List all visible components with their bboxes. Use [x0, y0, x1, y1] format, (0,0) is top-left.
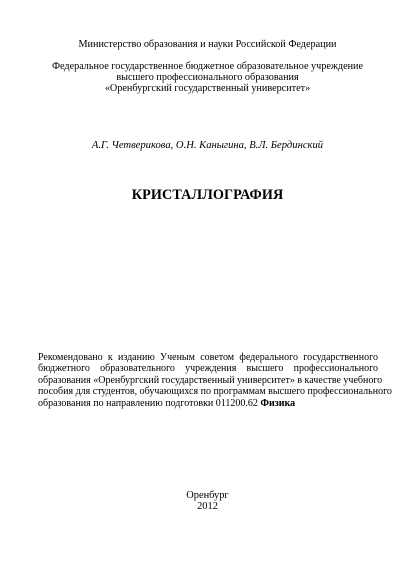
recommendation-line-4: пособия для студентов, обучающихся по программам высшего профессионального: [38, 386, 392, 398]
institution-line-3: «Оренбургский государственный университет»: [104, 83, 311, 94]
recommendation-line-2: бюджетного образовательного учреждения высшего профессионального: [38, 363, 378, 375]
recommendation-line-5: [38, 398, 378, 409]
institution-line-2: высшего профессионального образования: [116, 72, 299, 83]
recommendation-paragraph: [38, 352, 392, 409]
city: Оренбург: [186, 490, 229, 501]
year: 2012: [197, 501, 218, 512]
specialty-name: Физика: [260, 397, 296, 409]
recommendation-line-1: Рекомендовано к изданию Ученым советом федерального государственного: [38, 352, 378, 363]
authors: А.Г. Четверикова, О.Н. Каныгина, В.Л. Бердинский: [91, 140, 324, 151]
ministry-line: Министерство образования и науки Российской Федерации: [78, 39, 337, 50]
recommendation-line-5-text: образования по направлению подготовки 011200.62: [38, 397, 261, 409]
recommendation-line-3: образования «Оренбургский государственный университет» в качестве учебного: [38, 374, 383, 386]
document-title: КРИСТАЛЛОГРАФИЯ: [131, 187, 284, 203]
institution-line-1: Федеральное государственное бюджетное образовательное учреждение: [51, 61, 364, 72]
